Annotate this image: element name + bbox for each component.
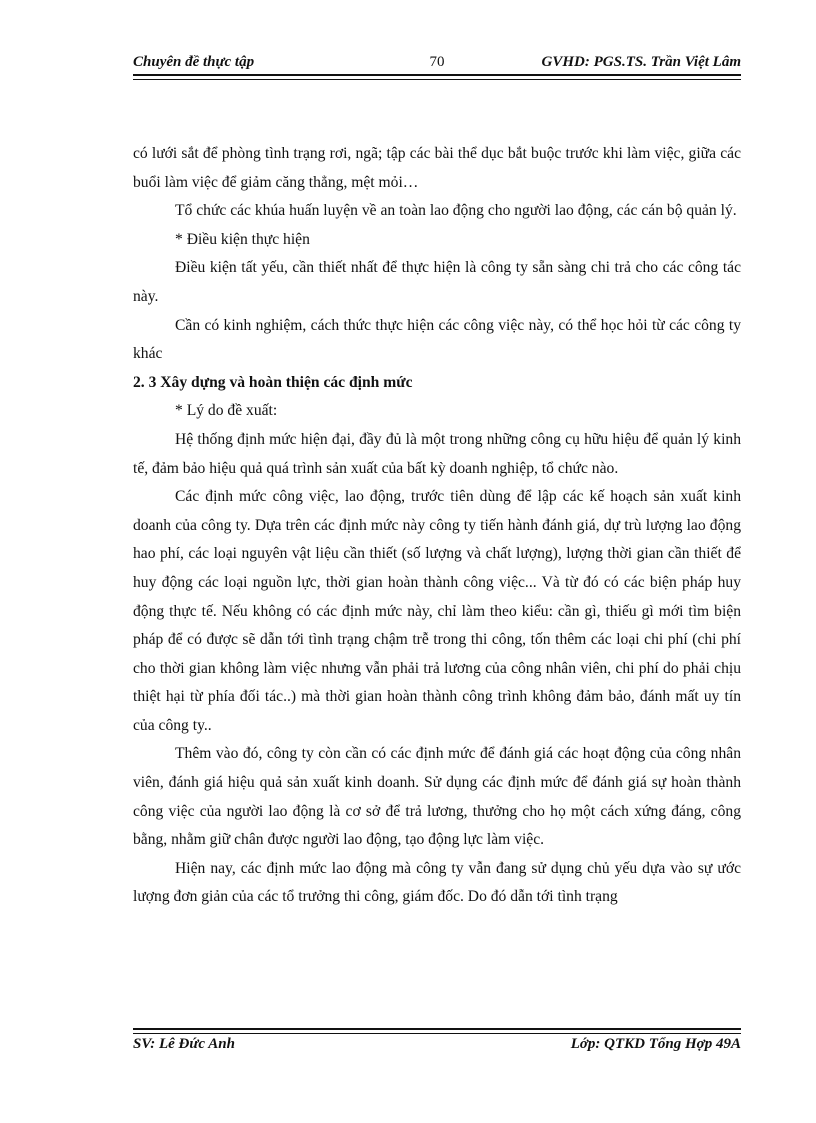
page-number: 70 bbox=[429, 54, 445, 70]
paragraph-conditions: Điều kiện tất yếu, cần thiết nhất để thực hiện là công ty sẵn sàng chi trả cho các công tác này. bbox=[133, 259, 741, 305]
header-document-title: Chuyên đề thực tập bbox=[133, 54, 255, 70]
footer-rule bbox=[133, 1028, 741, 1034]
paragraph-norm-planning: Các định mức công việc, lao động, trước tiên dùng để lập các kế hoạch sản xuất kinh doanh của công ty. Dựa trên các định mức này công ty tiến hành đánh giá, dự trù lượng lao động hao phí, các loại nguyên vật liệu cần thiết (số lượng và chất lượng), lượng thời gian cần thiết để huy động các loại nguồn lực, thời gian hoàn thành công việc... Và từ đó có các biện pháp huy động thực tế. Nếu không có các định mức này, chỉ làm theo kiểu: cần gì, thiếu gì mới tìm biện pháp để có được sẽ dẫn tới tình trạng chậm trễ trong thi công, tốn thêm các loại chi phí (chi phí cho thời gian không làm việc nhưng vẫn phải trả lương của công nhân viên, chi phí do phải chịu thiệt hại từ phía đối tác..) mà thời gian hoàn thành công trình không đảm bảo, đánh mất uy tín của công ty.. bbox=[133, 488, 741, 734]
paragraph-training: Tổ chức các khúa huấn luyện về an toàn lao động cho người lao động, các cán bộ quản lý. bbox=[175, 202, 737, 220]
paragraph-current-state: Hiện nay, các định mức lao động mà công ty vẫn đang sử dụng chủ yếu dựa vào sự ước lượng đơn giản của các tổ trưởng thi công, giám đốc. Do đó dẫn tới tình trạng bbox=[133, 859, 741, 906]
paragraph-conditions-label: * Điều kiện thực hiện bbox=[175, 230, 310, 248]
footer-student: SV: Lê Đức Anh bbox=[133, 1036, 235, 1052]
header-rule bbox=[133, 74, 741, 80]
page-footer bbox=[133, 1036, 741, 1058]
paragraph-norm-evaluation: Thêm vào đó, công ty còn cần có các định mức để đánh giá các hoạt động của công nhân viên, đánh giá hiệu quả sản xuất kinh doanh. Sử dụng các định mức để đánh giá sự hoàn thành công việc của người lao động là cơ sở để trả lương, thưởng cho họ một cách xứng đáng, công bằng, nhằm giữ chân được người lao động, tạo động lực làm việc. bbox=[133, 745, 741, 849]
paragraph-reason-label: * Lý do đề xuất: bbox=[175, 402, 278, 420]
paragraph-experience: Cần có kinh nghiệm, cách thức thực hiện các công việc này, có thể học hỏi từ các công ty khác bbox=[133, 316, 741, 363]
paragraph-continuation: có lưới sắt để phòng tình trạng rơi, ngã; tập các bài thể dục bắt buộc trước khi làm việc, giữa các buổi làm việc để giảm căng thẳng, mệt mỏi… bbox=[133, 145, 741, 191]
page-header bbox=[133, 52, 741, 74]
paragraph-norm-system: Hệ thống định mức hiện đại, đầy đủ là một trong những công cụ hữu hiệu để quản lý kinh tế, đảm bảo hiệu quả quá trình sản xuất của bất kỳ doanh nghiệp, tổ chức nào. bbox=[133, 430, 741, 477]
section-heading: 2. 3 Xây dựng và hoàn thiện các định mức bbox=[133, 373, 413, 391]
footer-class: Lớp: QTKD Tổng Hợp 49A bbox=[570, 1036, 741, 1052]
header-supervisor: GVHD: PGS.TS. Trần Việt Lâm bbox=[541, 54, 741, 70]
page-body bbox=[133, 140, 741, 912]
